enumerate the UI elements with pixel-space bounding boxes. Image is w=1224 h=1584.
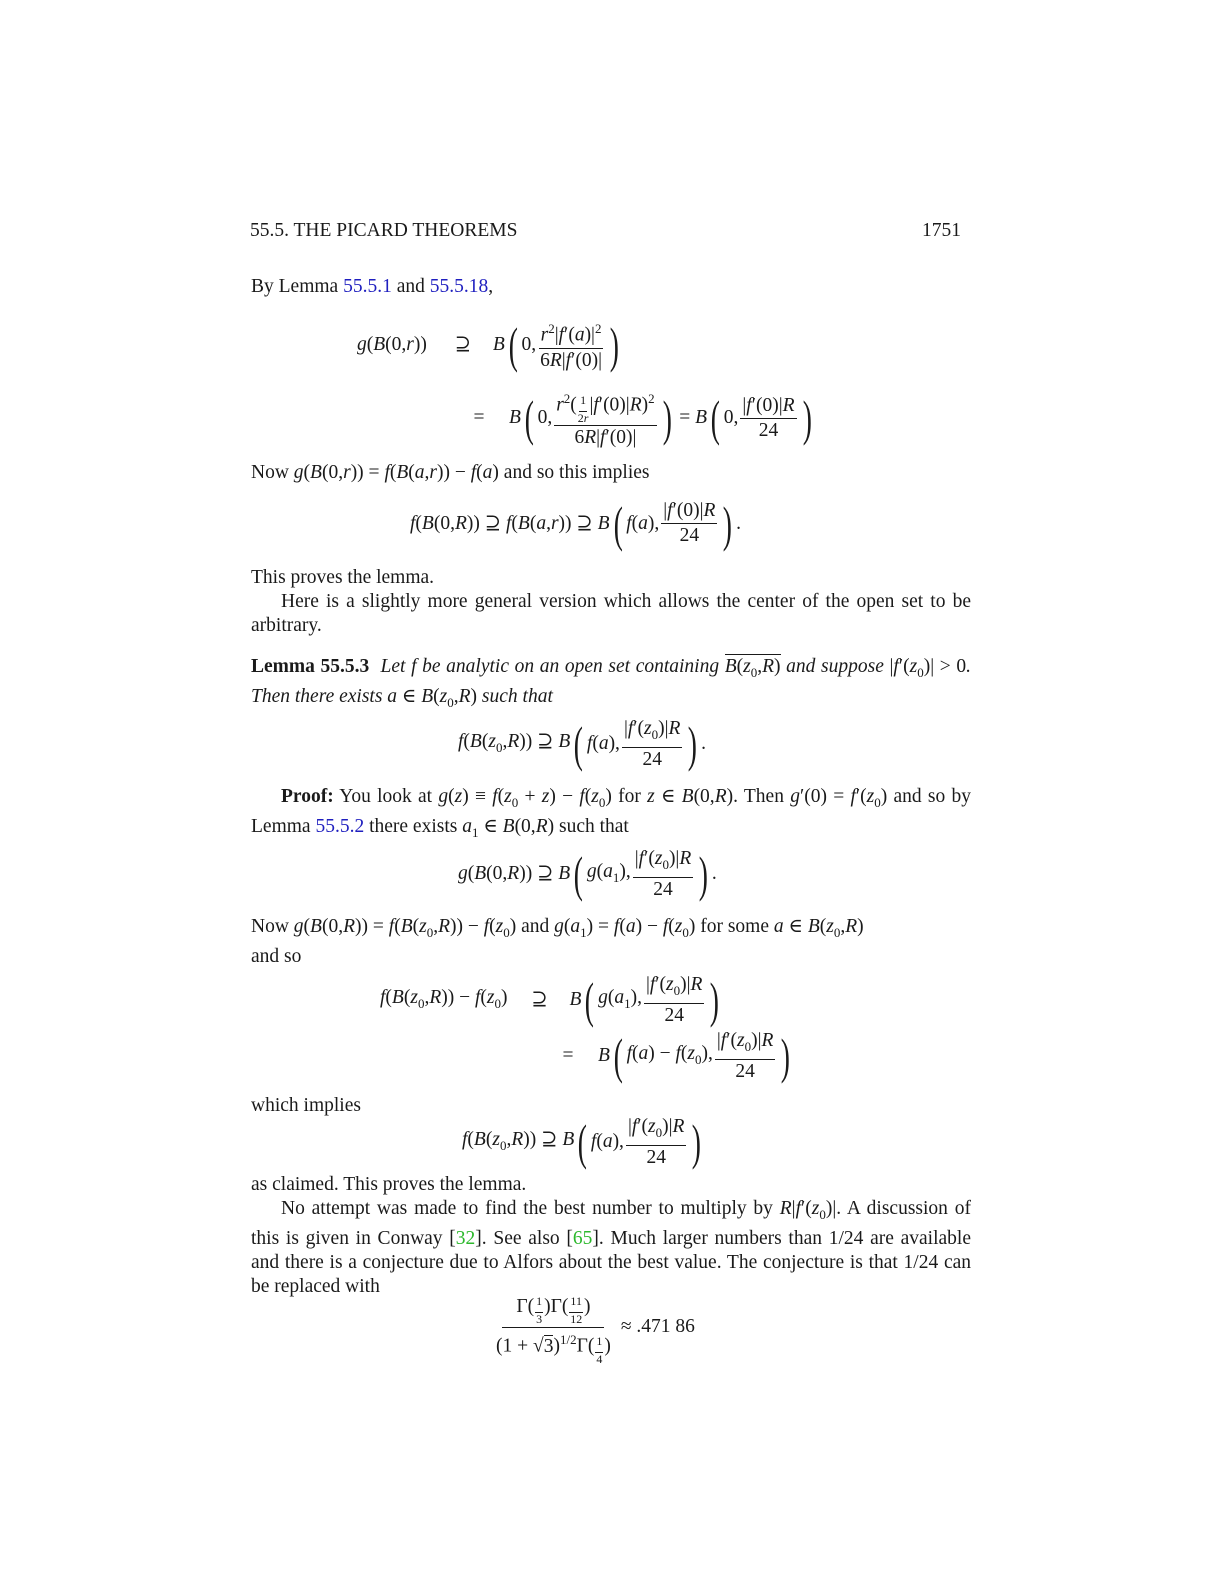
text-run: . Then there exists (251, 656, 971, 707)
text-run: ]. See also [ (475, 1227, 573, 1249)
text-run: and so (251, 945, 302, 967)
approx-value: ≈ .471 86 (620, 1316, 695, 1338)
equation-4: g(B(0,R)) ⊇ B ( $g(a_1)$, $\frac{|f'(z_0)|R}{24}$ ) . (458, 846, 717, 903)
fraction: Γ( $\frac{1}{3}$ )Γ( $\frac{11}{12}$ ) $(1 + √3)^{1/2}\Gamma$( $\frac{1}{4}$ ) (494, 1290, 613, 1365)
lemma-label: Lemma 55.5.3 (251, 656, 370, 677)
page-number: 1751 (922, 220, 961, 241)
running-header-section: 55.5. THE PICARD THEOREMS (250, 220, 518, 241)
text-run: such that (554, 815, 629, 837)
paragraph-as-claimed: as claimed. This proves the lemma. (251, 1174, 527, 1195)
text-run: , (488, 276, 494, 297)
citation-link-65[interactable]: 65 (572, 1227, 593, 1249)
text-run: for (611, 786, 648, 807)
lemma-link-55-5-18[interactable]: 55.5.18 (429, 276, 489, 297)
text-run: there exists (364, 815, 463, 837)
proof-label: Proof: (281, 786, 334, 807)
lemma-link-55-5-2[interactable]: 55.5.2 (315, 815, 365, 837)
text-run: Let f be analytic on an open set containing (380, 656, 725, 677)
proof-paragraph: Proof: You look at $g(z) \equiv f(z_0 + z) - f(z_0)$ for z ∈ B(0,R). Then $g'(0) = f'(z_0)$ and so by Lemma 55.5.2 there exists $a_1$ ∈ B(0,R) such that (251, 786, 971, 840)
text-run: such that (477, 685, 553, 707)
text-run: and suppose (780, 656, 890, 677)
text-run: By Lemma (251, 276, 344, 297)
fraction: $\frac{r^2|f'(a)|^2}{6R|f'(0)|}$ (538, 318, 604, 372)
equation-1-line-2: = B ( 0, $r^2$( $\frac{1}{2r}$ |f′(0)|R)$^2$ 6R|f′(0)| ) = B ( 0, $\frac{|f'(0)|R}{24}$ ) (457, 388, 815, 449)
equation-6: $f(B(z_0,R))$ ⊇ B ( f(a), $\frac{|f'(z_0)|R}{24}$ ) (462, 1114, 702, 1171)
text-run: No attempt was made to find the best number to multiply by (281, 1198, 780, 1219)
equation-1-line-1: g(B(0,r)) ⊇ B ( 0, $\frac{r^2|f'(a)|^2}{6R|f'(0)|}$ ) (357, 316, 619, 373)
paragraph-now-1: Now g(B(0,r)) = f(B(a,r)) − f(a) and so this implies (251, 462, 650, 483)
paragraph-general-version: Here is a slightly more general version which allows the center of the open set to be arbitrary. (251, 591, 971, 636)
text-run: . Then (733, 786, 791, 807)
fraction: $\frac{|f'(z_0)|R}{24}$ (627, 1116, 685, 1168)
paragraph-proves-lemma: This proves the lemma. (251, 567, 435, 588)
text-run: for some (695, 916, 774, 937)
paragraph-intro (251, 275, 971, 299)
equation-2: f(B(0,R)) ⊇ f(B(a,r)) ⊇ B ( f(a), $\frac{|f'(0)|R}{24}$ ) . (410, 495, 741, 552)
text-run: ]. Much larger numbers than 1/24 are available and there is a conjecture due to Alfors about the best value. The conjecture is that 1/24 can be replaced with (251, 1227, 971, 1297)
fraction: $\frac{|f'(z_0)|R}{24}$ (623, 718, 681, 770)
text-run: and (391, 276, 430, 297)
text-run: Now (251, 916, 294, 937)
text-run: You look at (333, 786, 439, 807)
equation-conjecture (492, 1290, 695, 1365)
paragraph-now-2: Now $g(B(0,R)) = f(B(z_0,R)) - f(z_0)$ and $g(a_1) = f(a) - f(z_0)$ for some a ∈ $B(z_0,R)$ and so (251, 916, 864, 967)
fraction: $r^2$( $\frac{1}{2r}$ |f′(0)|R)$^2$ 6R|f′(0)| (554, 388, 656, 449)
lemma-55-5-3: Lemma 55.5.3 Let f be analytic on an open set containing $B(z_0,R)$ and suppose $|f'(z_0)| > 0$. Then there exists a ∈ $B(z_0,R)$ such that (251, 656, 971, 710)
fraction: $\frac{|f'(z_0)|R}{24}$ (634, 848, 692, 900)
equation-5-line-2: = B ( $f(a) - f(z_0)$, $\frac{|f'(z_0)|R}{24}$ ) (562, 1028, 791, 1085)
fraction: $\frac{|f'(z_0)|R}{24}$ (716, 1030, 774, 1082)
fraction: $\frac{|f'(z_0)|R}{24}$ (645, 974, 703, 1026)
fraction: $\frac{|f'(0)|R}{24}$ (663, 500, 716, 546)
fraction: $\frac{|f'(0)|R}{24}$ (742, 394, 795, 441)
text-run: and so by Lemma (251, 786, 971, 837)
paragraph-which-implies: which implies (251, 1095, 361, 1116)
text-run: and so this implies (498, 462, 650, 483)
lemma-link-55-5-1[interactable]: 55.5.1 (343, 276, 392, 297)
equation-3: $f(B(z_0,R))$ ⊇ B ( f(a), $\frac{|f'(z_0)|R}{24}$ ) . (458, 716, 706, 773)
citation-link-32[interactable]: 32 (455, 1227, 476, 1249)
text-run: . A discussion of this is given in Conway [ (251, 1198, 971, 1249)
text-run: Now (251, 462, 294, 483)
paragraph-no-attempt: No attempt was made to find the best number to multiply by $R|f'(z_0)|$. A discussion of this is given in Conway [32]. See also [65]. Much larger numbers than 1/24 are available and there is a conjecture due to Alfors about the best value. The conjecture is that 1/24 can be replaced with (251, 1198, 971, 1297)
equation-5-line-1: $f(B(z_0,R)) - f(z_0)$ ⊇ B ( $g(a_1)$, $\frac{|f'(z_0)|R}{24}$ ) (380, 972, 720, 1029)
text-run: and (516, 916, 555, 937)
